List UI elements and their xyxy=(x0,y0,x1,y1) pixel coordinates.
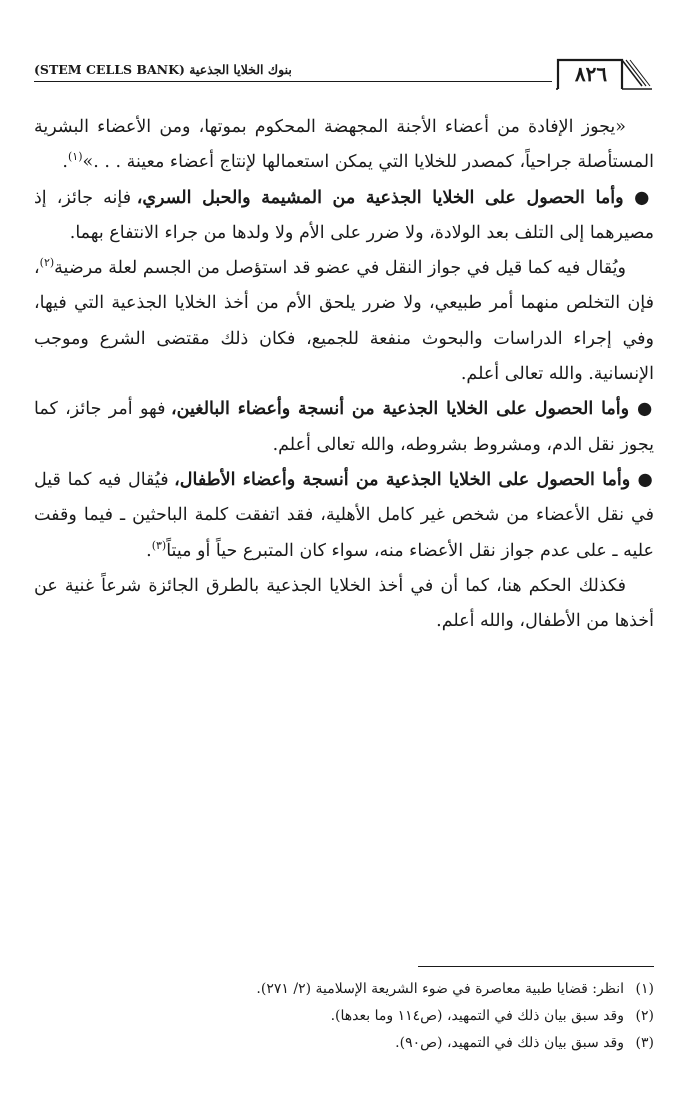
children-paragraph xyxy=(34,463,654,569)
analogy-text-a: ويُقال فيه كما قيل في جواز النقل في عضو قد استؤصل من الجسم لعلة مرضية xyxy=(54,258,626,279)
footnote-text: انظر: قضايا طبية معاصرة في ضوء الشريعة الإسلامية (٢/ ٢٧١). xyxy=(256,981,624,997)
placenta-text: فإنه جائز، إذ مصيرهما إلى التلف بعد الولادة، ولا ضرر على الأم ولا ولدها من جراء الانتفاع بهما. xyxy=(34,187,654,243)
quote-paragraph xyxy=(34,110,654,181)
footnote-ref-1: (١) xyxy=(68,150,83,164)
footnote-number: (١) xyxy=(635,981,654,997)
footnote-text: وقد سبق بيان ذلك في التمهيد، (ص١١٤ وما بعدها). xyxy=(330,1008,624,1024)
footnote-ref-3: (٣) xyxy=(151,538,167,552)
footnote-1 xyxy=(34,976,654,1003)
conclusion-paragraph: فكذلك الحكم هنا، كما أن في أخذ الخلايا الجذعية بالطرق الجائزة شرعاً غنية عن أخذها من الأطفال، والله أعلم. xyxy=(34,575,654,632)
main-text xyxy=(34,110,654,639)
page-number: ٨٢٦ xyxy=(574,62,608,86)
placenta-paragraph xyxy=(34,181,654,252)
adults-paragraph xyxy=(34,392,654,463)
footnote-number: (٢) xyxy=(635,1008,654,1024)
analogy-text-b: ، فإن التخلص منهما أمر طبيعي، ولا ضرر يلحق الأم من أخذ الخلايا الجذعية التي فيها، وفي إجراء الدراسات والبحوث منفعة للجميع، فكان ذلك مقتضى الشرع وموجب الإنسانية. والله تعالى أعلم. xyxy=(34,258,654,385)
placenta-heading: ● وأما الحصول على الخلايا الجذعية من المشيمة والحبل السري، xyxy=(136,187,654,208)
running-head xyxy=(34,56,654,96)
footnote-ref-2: (٢) xyxy=(39,256,55,270)
quote-text: «يجوز الإفادة من أعضاء الأجنة المجهضة المحكوم بموتها، ومن الأعضاء البشرية المستأصلة جراحياً، كمصدر للخلايا التي يمكن استعمالها لإنتاج أعضاء معينة . . .» xyxy=(34,117,654,173)
footnote-separator xyxy=(418,966,654,967)
children-text: فيُقال فيه كما قيل في نقل الأعضاء من شخص غير كامل الأهلية، فقد اتفقت كلمة الباحثين ـ فيما وقفت عليه ـ على عدم جواز نقل الأعضاء منه، سواء كان المتبرع حياً أو ميتاً xyxy=(34,469,654,561)
quote-end: . xyxy=(62,152,68,173)
footnote-text: وقد سبق بيان ذلك في التمهيد، (ص٩٠). xyxy=(395,1035,624,1051)
footnotes xyxy=(34,976,654,1057)
adults-heading: ● وأما الحصول على الخلايا الجذعية من أنسجة وأعضاء البالغين، xyxy=(171,399,654,420)
footnote-2 xyxy=(34,1003,654,1030)
children-end: . xyxy=(146,540,152,561)
header-rule xyxy=(34,81,552,82)
footnote-number: (٣) xyxy=(635,1035,654,1051)
children-heading: ● وأما الحصول على الخلايا الجذعية من أنسجة وأعضاء الأطفال، xyxy=(174,469,654,490)
footnote-3 xyxy=(34,1030,654,1057)
adults-text: فهو أمر جائز، كما يجوز نقل الدم، ومشروط بشروطه، والله تعالى أعلم. xyxy=(34,399,654,455)
analogy-paragraph xyxy=(34,251,654,392)
running-title: بنوك الخلايا الجذعية (STEM CELLS BANK) xyxy=(34,62,292,77)
page-number-tab xyxy=(556,56,652,92)
